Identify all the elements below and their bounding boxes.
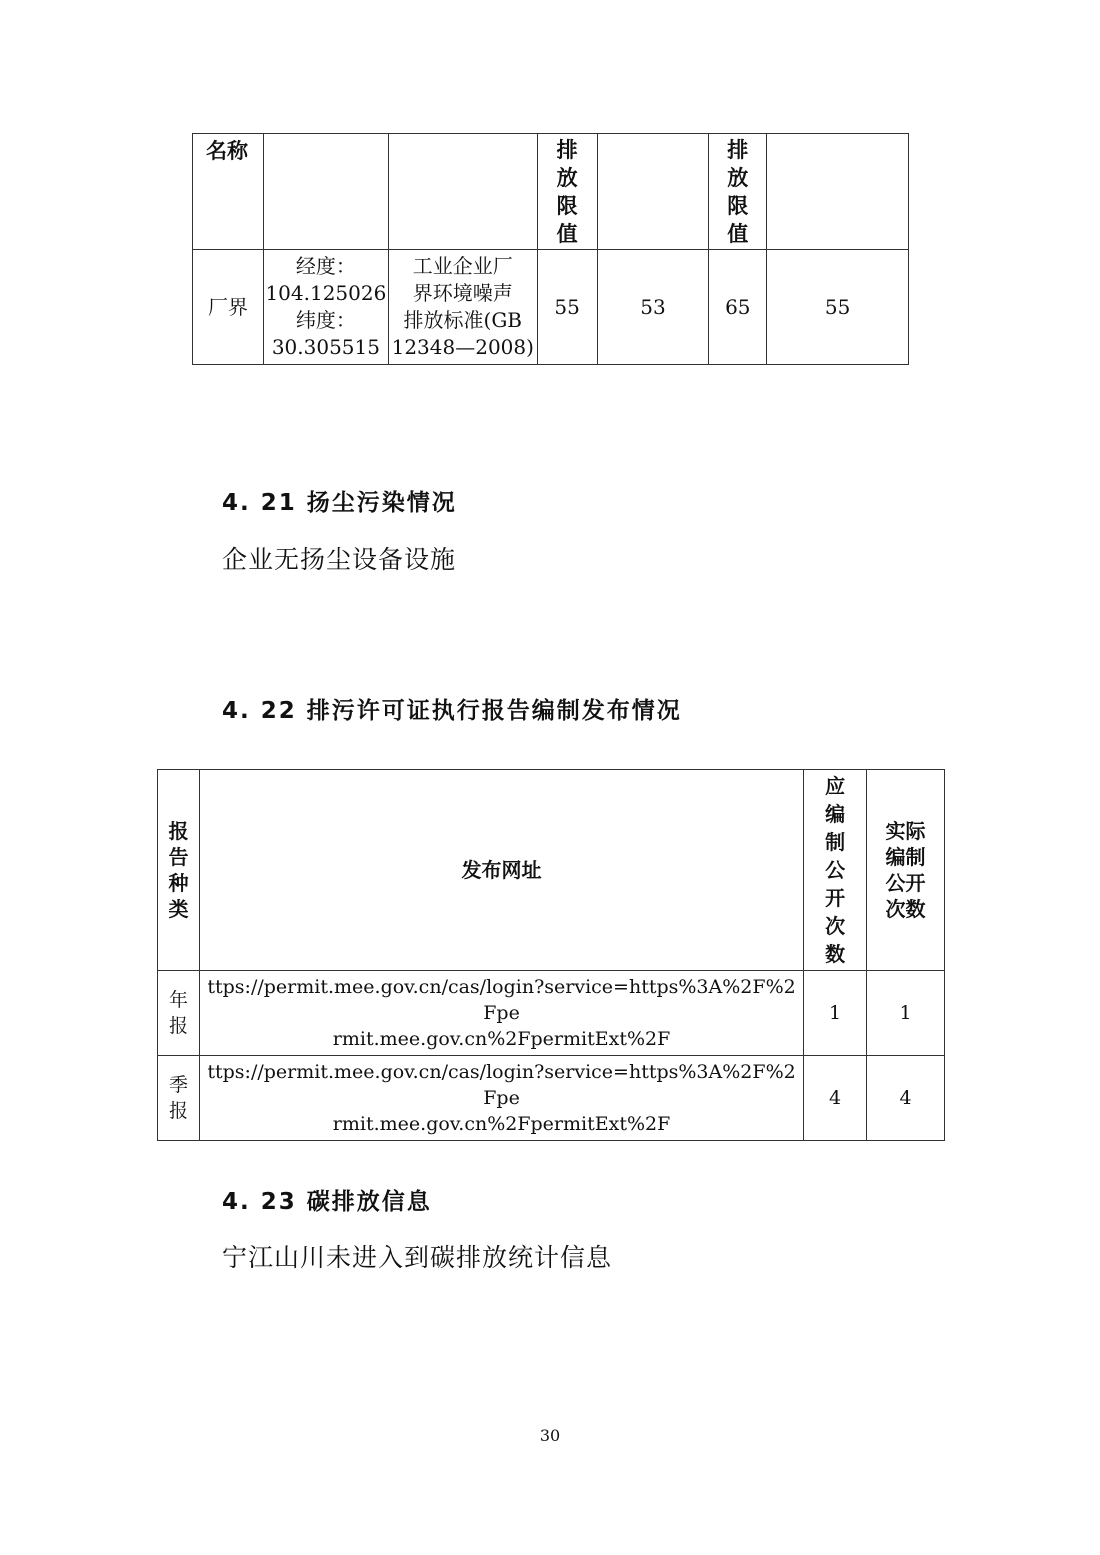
section-text-4-23: 宁江山川未进入到碳排放统计信息	[222, 1243, 613, 1272]
lat-value: 30.305515	[271, 335, 380, 359]
url-line: rmit.mee.gov.cn%2FpermitExt%2F	[332, 1028, 671, 1050]
standard-cell	[388, 250, 537, 365]
header-url: 发布网址	[199, 770, 803, 971]
header-limit	[709, 134, 767, 250]
table-row	[193, 134, 909, 250]
standard-line: 排放标准(GB	[403, 308, 523, 332]
report-kind	[158, 1056, 200, 1141]
table-cell	[767, 134, 909, 250]
section-heading-4-22: 4. 22 排污许可证执行报告编制发布情况	[222, 698, 682, 724]
header-limit	[537, 134, 597, 250]
header-actual-line: 次数	[885, 897, 926, 921]
table-row	[158, 770, 945, 971]
url-line: ttps://permit.mee.gov.cn/cas/login?service=https%3A%2F%2Fpe	[207, 1061, 796, 1109]
header-actual-line: 编制	[885, 845, 926, 869]
publish-url	[199, 971, 803, 1056]
lon-label: 经度：	[295, 254, 356, 278]
table-cell	[597, 134, 709, 250]
value-cell: 65	[709, 250, 767, 365]
header-limit-text: 排放限值	[727, 138, 749, 246]
lon-value: 104.125026	[265, 281, 387, 305]
url-line: ttps://permit.mee.gov.cn/cas/login?service=https%3A%2F%2Fpe	[207, 976, 796, 1024]
permit-report-table	[157, 769, 945, 1141]
actual-count: 4	[867, 1056, 945, 1141]
table-cell	[263, 134, 388, 250]
header-report-kind-text: 报告种类	[168, 819, 189, 921]
planned-count: 1	[804, 971, 867, 1056]
section-text-4-21: 企业无扬尘设备设施	[222, 545, 457, 574]
header-limit-text: 排放限值	[556, 138, 578, 246]
header-actual-line: 实际	[885, 819, 926, 843]
standard-line: 12348—2008)	[391, 335, 534, 359]
location-name: 厂界	[193, 250, 264, 365]
actual-count: 1	[867, 971, 945, 1056]
value-cell: 55	[537, 250, 597, 365]
report-kind-text: 季报	[168, 1074, 188, 1122]
lat-label: 纬度：	[295, 308, 356, 332]
value-cell: 55	[767, 250, 909, 365]
header-actual-line: 公开	[885, 871, 926, 895]
header-planned-text: 应编制公开次数	[825, 774, 846, 966]
standard-line: 界环境噪声	[412, 281, 513, 305]
report-kind	[158, 971, 200, 1056]
section-heading-4-21: 4. 21 扬尘污染情况	[222, 490, 457, 516]
value-cell: 53	[597, 250, 709, 365]
header-report-kind	[158, 770, 200, 971]
section-heading-4-23: 4. 23 碳排放信息	[222, 1189, 432, 1215]
standard-line: 工业企业厂	[412, 254, 513, 278]
planned-count: 4	[804, 1056, 867, 1141]
page-number: 30	[539, 1426, 561, 1445]
table-row	[158, 971, 945, 1056]
table-row	[158, 1056, 945, 1141]
header-name: 名称	[193, 134, 264, 250]
table-row	[193, 250, 909, 365]
publish-url	[199, 1056, 803, 1141]
report-kind-text: 年报	[168, 989, 188, 1037]
header-planned	[804, 770, 867, 971]
header-actual	[867, 770, 945, 971]
coordinates-cell	[263, 250, 388, 365]
url-line: rmit.mee.gov.cn%2FpermitExt%2F	[332, 1113, 671, 1135]
table-cell	[388, 134, 537, 250]
noise-emission-table	[192, 133, 909, 365]
